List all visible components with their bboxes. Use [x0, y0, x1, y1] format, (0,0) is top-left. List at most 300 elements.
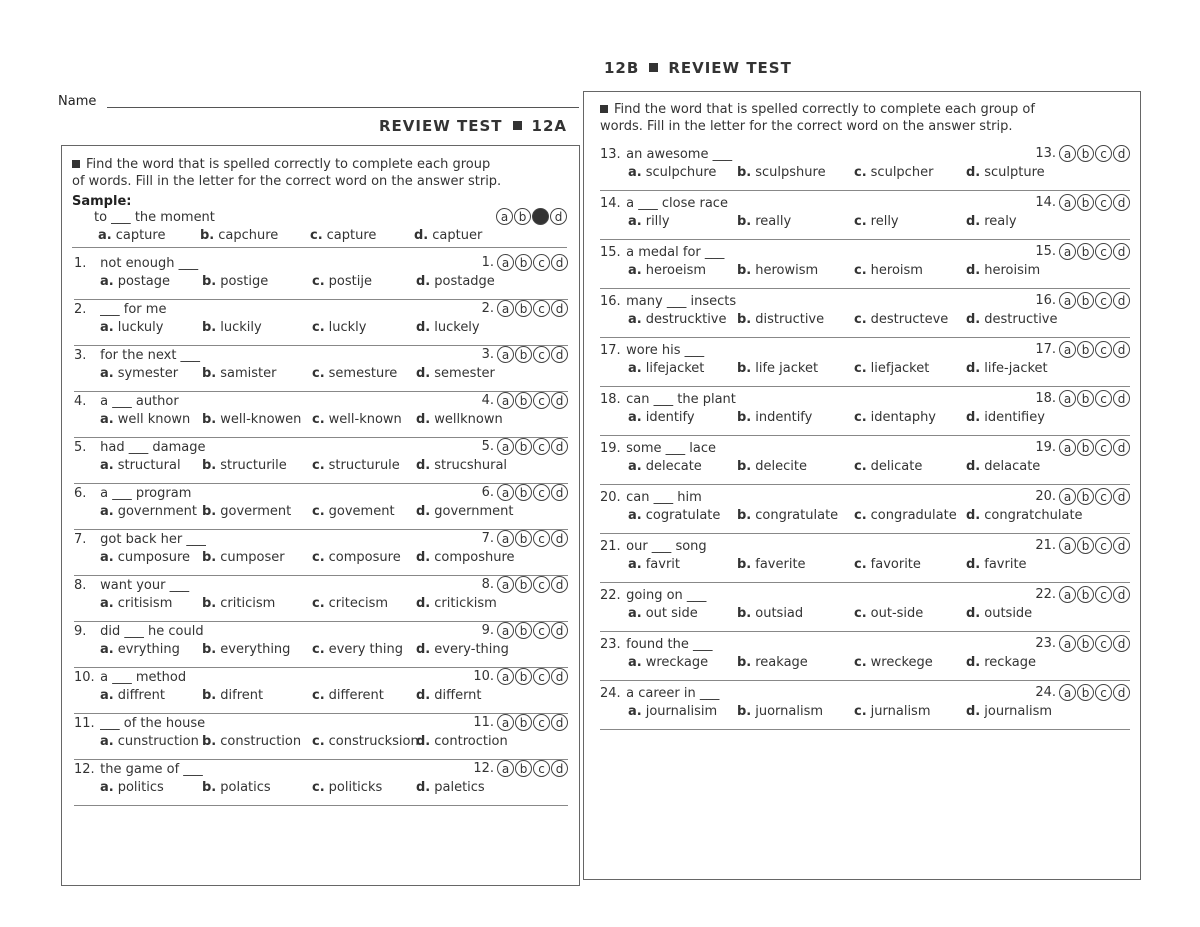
- bubble-d[interactable]: d: [551, 300, 568, 317]
- answer-number: 20.: [1035, 489, 1056, 504]
- bubble-a[interactable]: a: [1059, 439, 1076, 456]
- answer-strip: [473, 714, 568, 731]
- question-number: 15.: [600, 245, 621, 260]
- question-item: [74, 390, 568, 438]
- bubble-b[interactable]: b: [515, 392, 532, 409]
- question-item: [74, 758, 568, 806]
- question-prompt: [600, 294, 736, 309]
- option-d: d. identifiey: [966, 410, 1045, 425]
- answer-strip: [1035, 635, 1130, 652]
- answer-strip: [1035, 684, 1130, 701]
- test-a-header: [379, 117, 567, 135]
- answer-strip: [482, 300, 568, 317]
- question-prompt: [74, 348, 200, 363]
- bubble-c[interactable]: c: [1095, 439, 1112, 456]
- question-text: ___ for me: [100, 302, 167, 317]
- bubble-d[interactable]: d: [1113, 586, 1130, 603]
- answer-strip: [482, 576, 568, 593]
- bubble-c[interactable]: c: [533, 668, 550, 685]
- test-a-title: REVIEW TEST: [379, 117, 503, 135]
- bubble-c[interactable]: c: [1095, 537, 1112, 554]
- question-item: [600, 388, 1130, 436]
- bubble-b[interactable]: b: [515, 576, 532, 593]
- bubble-d[interactable]: d: [1113, 292, 1130, 309]
- option-b: b. structurile: [202, 458, 287, 473]
- bubble-c[interactable]: c: [533, 254, 550, 271]
- test-b-number: 12B: [604, 59, 640, 77]
- question-text: an awesome ___: [626, 147, 733, 162]
- option-a: a. heroeism: [628, 263, 707, 278]
- question-text: not enough ___: [100, 256, 199, 271]
- test-b-header: [604, 59, 792, 77]
- bubble-d[interactable]: d: [1113, 341, 1130, 358]
- answer-number: 4.: [481, 393, 494, 408]
- question-prompt: [74, 578, 189, 593]
- option-b: b. reakage: [737, 655, 808, 670]
- bubble-b[interactable]: b: [515, 622, 532, 639]
- bubble-d[interactable]: d: [551, 254, 568, 271]
- question-prompt: [600, 441, 716, 456]
- option-d: d. sculpture: [966, 165, 1045, 180]
- answer-strip: [482, 392, 568, 409]
- bubble-b[interactable]: b: [1077, 292, 1094, 309]
- option-d: d. delacate: [966, 459, 1041, 474]
- divider: [600, 288, 1130, 289]
- bubble-d[interactable]: d: [1113, 145, 1130, 162]
- question-prompt: [74, 394, 179, 409]
- question-prompt: [74, 670, 186, 685]
- bubble-b[interactable]: b: [515, 668, 532, 685]
- option-b: b. delecite: [737, 459, 807, 474]
- option-d: d. heroisim: [966, 263, 1041, 278]
- question-text: did ___ he could: [100, 624, 204, 639]
- bubble-a[interactable]: a: [1059, 586, 1076, 603]
- bubble-a[interactable]: a: [497, 254, 514, 271]
- option-c: c. structurule: [312, 458, 400, 473]
- bubble-c[interactable]: c: [1095, 488, 1112, 505]
- question-item: [74, 252, 568, 300]
- bubble-d[interactable]: d: [1113, 635, 1130, 652]
- bubble-d[interactable]: d: [551, 576, 568, 593]
- question-number: 3.: [74, 348, 87, 363]
- bubble-c[interactable]: c: [533, 484, 550, 501]
- bubble-a[interactable]: a: [1059, 145, 1076, 162]
- option-d: d. every-thing: [416, 642, 509, 657]
- question-item: [74, 574, 568, 622]
- bubble-a[interactable]: a: [1059, 390, 1076, 407]
- option-b: b. well-knowen: [202, 412, 302, 427]
- option-b: b. goverment: [202, 504, 292, 519]
- answer-strip: [482, 254, 568, 271]
- answer-strip: [473, 668, 568, 685]
- bubble-a[interactable]: a: [497, 668, 514, 685]
- option-c: c. jurnalism: [854, 704, 931, 719]
- bubble-c[interactable]: c: [1095, 390, 1112, 407]
- option-d: d. luckely: [416, 320, 480, 335]
- answer-strip: [1035, 586, 1130, 603]
- option-d: d. composhure: [416, 550, 515, 565]
- bubble-a[interactable]: a: [1059, 341, 1076, 358]
- option-c: c. govement: [312, 504, 395, 519]
- answer-number: 18.: [1035, 391, 1056, 406]
- question-number: 5.: [74, 440, 87, 455]
- option-c: c. every thing: [312, 642, 403, 657]
- answer-number: 7.: [481, 531, 494, 546]
- bubble-b[interactable]: b: [1077, 537, 1094, 554]
- bubble-c[interactable]: c: [1095, 194, 1112, 211]
- answer-strip: [482, 622, 568, 639]
- bubble-c[interactable]: c: [533, 438, 550, 455]
- question-number: 11.: [74, 716, 95, 731]
- bubble-b: b: [514, 208, 531, 225]
- option-d: d. life-jacket: [966, 361, 1048, 376]
- question-number: 8.: [74, 578, 87, 593]
- option-c: c. destructeve: [854, 312, 949, 327]
- bubble-d[interactable]: d: [1113, 439, 1130, 456]
- bubble-c[interactable]: c: [1095, 341, 1112, 358]
- option-a: a. rilly: [628, 214, 670, 229]
- option-a: a. luckuly: [100, 320, 164, 335]
- option-d: d. wellknown: [416, 412, 503, 427]
- answer-strip: [482, 346, 568, 363]
- question-text: a ___ program: [100, 486, 192, 501]
- question-item: [600, 682, 1130, 730]
- option-c: c. heroism: [854, 263, 923, 278]
- answer-strip: [1035, 341, 1130, 358]
- sample-item: [72, 206, 567, 248]
- bubble-a[interactable]: a: [497, 714, 514, 731]
- bubble-a[interactable]: a: [1059, 684, 1076, 701]
- option-c: c. sculpcher: [854, 165, 934, 180]
- bubble-b[interactable]: b: [515, 300, 532, 317]
- bubble-c[interactable]: c: [1095, 635, 1112, 652]
- bubble-a[interactable]: a: [497, 484, 514, 501]
- bubble-b[interactable]: b: [1077, 439, 1094, 456]
- question-text: had ___ damage: [100, 440, 206, 455]
- question-text: going on ___: [626, 588, 707, 603]
- question-text: wore his ___: [626, 343, 705, 358]
- bubble-c[interactable]: c: [1095, 243, 1112, 260]
- divider: [600, 631, 1130, 632]
- bubble-d[interactable]: d: [551, 346, 568, 363]
- square-bullet-icon: [600, 105, 608, 113]
- divider: [600, 729, 1130, 730]
- question-text: a career in ___: [626, 686, 720, 701]
- option-b: b. juornalism: [737, 704, 824, 719]
- option-a: a. postage: [100, 274, 171, 289]
- bubble-c[interactable]: c: [533, 300, 550, 317]
- sample-option-d: d. captuer: [414, 228, 483, 243]
- bubble-d[interactable]: d: [1113, 390, 1130, 407]
- bubble-a[interactable]: a: [497, 760, 514, 777]
- option-d: d. destructive: [966, 312, 1058, 327]
- option-d: d. journalism: [966, 704, 1053, 719]
- answer-strip: [1035, 537, 1130, 554]
- question-item: [74, 298, 568, 346]
- bubble-b[interactable]: b: [515, 714, 532, 731]
- option-a: a. sculpchure: [628, 165, 717, 180]
- name-field[interactable]: [107, 107, 579, 108]
- option-a: a. favrit: [628, 557, 681, 572]
- answer-strip: [482, 484, 568, 501]
- bubble-a[interactable]: a: [497, 576, 514, 593]
- option-a: a. out side: [628, 606, 698, 621]
- bubble-a[interactable]: a: [497, 300, 514, 317]
- question-text: can ___ the plant: [626, 392, 736, 407]
- answer-number: 10.: [473, 669, 494, 684]
- bubble-c[interactable]: c: [533, 530, 550, 547]
- answer-number: 9.: [481, 623, 494, 638]
- answer-strip: [473, 760, 568, 777]
- divider: [600, 533, 1130, 534]
- bubble-b[interactable]: b: [1077, 390, 1094, 407]
- option-b: b. really: [737, 214, 792, 229]
- bubble-a[interactable]: a: [1059, 635, 1076, 652]
- test-a-instructions-text: Find the word that is spelled correctly to complete each group of words. Fill in the letter for the correct word on the answer strip.: [72, 157, 502, 189]
- answer-strip: [1035, 390, 1130, 407]
- option-c: c. relly: [854, 214, 899, 229]
- bubble-c[interactable]: c: [533, 576, 550, 593]
- question-prompt: [74, 302, 166, 317]
- option-b: b. construction: [202, 734, 302, 749]
- answer-number: 13.: [1035, 146, 1056, 161]
- bubble-b[interactable]: b: [515, 346, 532, 363]
- bubble-d[interactable]: d: [551, 530, 568, 547]
- answer-number: 14.: [1035, 195, 1056, 210]
- bubble-d[interactable]: d: [1113, 684, 1130, 701]
- bubble-a[interactable]: a: [1059, 292, 1076, 309]
- option-b: b. difrent: [202, 688, 264, 703]
- question-item: [600, 584, 1130, 632]
- bubble-b[interactable]: b: [515, 484, 532, 501]
- question-item: [600, 437, 1130, 485]
- option-b: b. distructive: [737, 312, 825, 327]
- option-d: d. realy: [966, 214, 1017, 229]
- question-item: [600, 192, 1130, 240]
- question-item: [600, 143, 1130, 191]
- bubble-c-filled: c: [532, 208, 549, 225]
- question-number: 22.: [600, 588, 621, 603]
- question-prompt: [74, 486, 191, 501]
- question-item: [74, 712, 568, 760]
- sample-option-a: a. capture: [98, 228, 166, 243]
- answer-strip: [482, 438, 568, 455]
- question-item: [600, 339, 1130, 387]
- question-prompt: [600, 196, 728, 211]
- option-a: a. politics: [100, 780, 164, 795]
- bubble-b[interactable]: b: [1077, 684, 1094, 701]
- bubble-d[interactable]: d: [551, 668, 568, 685]
- option-d: d. paletics: [416, 780, 485, 795]
- divider: [600, 386, 1130, 387]
- square-bullet-icon: [513, 121, 522, 130]
- option-a: a. destrucktive: [628, 312, 727, 327]
- bubble-d[interactable]: d: [1113, 488, 1130, 505]
- question-number: 18.: [600, 392, 621, 407]
- question-text: for the next ___: [100, 348, 201, 363]
- divider: [72, 247, 567, 248]
- question-item: [600, 633, 1130, 681]
- question-item: [74, 620, 568, 668]
- bubble-b[interactable]: b: [515, 438, 532, 455]
- bubble-b[interactable]: b: [1077, 586, 1094, 603]
- bubble-a[interactable]: a: [497, 530, 514, 547]
- sample-option-c: c. capture: [310, 228, 377, 243]
- question-text: many ___ insects: [626, 294, 737, 309]
- question-prompt: [600, 539, 707, 554]
- bubble-c[interactable]: c: [533, 392, 550, 409]
- option-d: d. reckage: [966, 655, 1036, 670]
- question-item: [600, 241, 1130, 289]
- bubble-d[interactable]: d: [551, 484, 568, 501]
- answer-strip: [1035, 194, 1130, 211]
- bubble-d[interactable]: d: [551, 622, 568, 639]
- question-text: a ___ close race: [626, 196, 728, 211]
- bubble-a[interactable]: a: [1059, 488, 1076, 505]
- bubble-c[interactable]: c: [1095, 684, 1112, 701]
- option-a: a. government: [100, 504, 197, 519]
- question-text: can ___ him: [626, 490, 702, 505]
- bubble-b[interactable]: b: [1077, 194, 1094, 211]
- option-a: a. identify: [628, 410, 695, 425]
- bubble-d[interactable]: d: [551, 760, 568, 777]
- sample-label: Sample:: [72, 194, 132, 209]
- bubble-d[interactable]: d: [551, 438, 568, 455]
- answer-strip: [1035, 488, 1130, 505]
- bubble-d[interactable]: d: [1113, 243, 1130, 260]
- option-a: a. evrything: [100, 642, 180, 657]
- answer-strip: [1035, 145, 1130, 162]
- bubble-c[interactable]: c: [533, 346, 550, 363]
- question-prompt: [600, 588, 706, 603]
- bubble-b[interactable]: b: [515, 254, 532, 271]
- answer-number: 19.: [1035, 440, 1056, 455]
- question-number: 9.: [74, 624, 87, 639]
- question-item: [74, 666, 568, 714]
- question-prompt: [74, 256, 198, 271]
- option-b: b. postige: [202, 274, 269, 289]
- question-item: [74, 436, 568, 484]
- bubble-d[interactable]: d: [1113, 537, 1130, 554]
- bubble-c[interactable]: c: [1095, 292, 1112, 309]
- option-a: a. delecate: [628, 459, 702, 474]
- divider: [600, 680, 1130, 681]
- bubble-b[interactable]: b: [1077, 145, 1094, 162]
- answer-number: 5.: [481, 439, 494, 454]
- option-d: d. postadge: [416, 274, 495, 289]
- question-number: 24.: [600, 686, 621, 701]
- option-b: b. cumposer: [202, 550, 285, 565]
- bubble-d[interactable]: d: [1113, 194, 1130, 211]
- bubble-a[interactable]: a: [1059, 243, 1076, 260]
- divider: [600, 484, 1130, 485]
- bubble-b[interactable]: b: [1077, 243, 1094, 260]
- question-prompt: [600, 343, 704, 358]
- question-number: 7.: [74, 532, 87, 547]
- bubble-c[interactable]: c: [533, 714, 550, 731]
- option-b: b. sculpshure: [737, 165, 826, 180]
- answer-strip: [1035, 292, 1130, 309]
- answer-strip: [482, 530, 568, 547]
- answer-number: 3.: [481, 347, 494, 362]
- bubble-a[interactable]: a: [1059, 537, 1076, 554]
- test-b-instructions-text: Find the word that is spelled correctly to complete each group of words. Fill in the letter for the correct word on the answer strip.: [600, 102, 1035, 134]
- question-text: ___ of the house: [100, 716, 206, 731]
- answer-number: 2.: [481, 301, 494, 316]
- bubble-d[interactable]: d: [551, 714, 568, 731]
- question-number: 23.: [600, 637, 621, 652]
- bubble-a[interactable]: a: [497, 622, 514, 639]
- option-b: b. congratulate: [737, 508, 839, 523]
- question-prompt: [600, 637, 713, 652]
- option-a: a. well known: [100, 412, 191, 427]
- option-a: a. wreckage: [628, 655, 709, 670]
- bubble-c[interactable]: c: [533, 622, 550, 639]
- option-c: c. composure: [312, 550, 401, 565]
- option-a: a. critisism: [100, 596, 173, 611]
- question-prompt: [600, 686, 719, 701]
- divider: [600, 190, 1130, 191]
- question-item: [74, 344, 568, 392]
- bubble-a[interactable]: a: [497, 392, 514, 409]
- divider: [74, 805, 568, 806]
- question-number: 14.: [600, 196, 621, 211]
- question-text: got back her ___: [100, 532, 206, 547]
- option-d: d. congratchulate: [966, 508, 1083, 523]
- bubble-c[interactable]: c: [533, 760, 550, 777]
- option-a: a. cunstruction: [100, 734, 199, 749]
- bubble-b[interactable]: b: [515, 760, 532, 777]
- answer-number: 15.: [1035, 244, 1056, 259]
- option-c: c. wreckege: [854, 655, 933, 670]
- question-prompt: [74, 762, 203, 777]
- answer-number: 8.: [481, 577, 494, 592]
- option-a: a. diffrent: [100, 688, 165, 703]
- bubble-d[interactable]: d: [551, 392, 568, 409]
- bubble-c[interactable]: c: [1095, 586, 1112, 603]
- bubble-b[interactable]: b: [1077, 635, 1094, 652]
- option-c: c. out-side: [854, 606, 924, 621]
- bubble-a[interactable]: a: [1059, 194, 1076, 211]
- option-d: d. controction: [416, 734, 508, 749]
- bubble-a[interactable]: a: [497, 346, 514, 363]
- question-text: a medal for ___: [626, 245, 725, 260]
- option-c: c. liefjacket: [854, 361, 930, 376]
- option-a: a. structural: [100, 458, 181, 473]
- question-number: 21.: [600, 539, 621, 554]
- question-item: [600, 535, 1130, 583]
- option-c: c. identaphy: [854, 410, 937, 425]
- bubble-c[interactable]: c: [1095, 145, 1112, 162]
- option-b: b. herowism: [737, 263, 819, 278]
- option-b: b. outsiad: [737, 606, 804, 621]
- answer-strip: [1035, 243, 1130, 260]
- question-item: [74, 528, 568, 576]
- bubble-d: d: [550, 208, 567, 225]
- option-c: c. critecism: [312, 596, 389, 611]
- bubble-b[interactable]: b: [515, 530, 532, 547]
- option-b: b. polatics: [202, 780, 271, 795]
- option-c: c. well-known: [312, 412, 402, 427]
- bubble-b[interactable]: b: [1077, 488, 1094, 505]
- option-c: c. politicks: [312, 780, 383, 795]
- option-d: d. outside: [966, 606, 1033, 621]
- bubble-a[interactable]: a: [497, 438, 514, 455]
- test-b-instructions: [600, 101, 1060, 135]
- bubble-a: a: [496, 208, 513, 225]
- bubble-b[interactable]: b: [1077, 341, 1094, 358]
- answer-number: 22.: [1035, 587, 1056, 602]
